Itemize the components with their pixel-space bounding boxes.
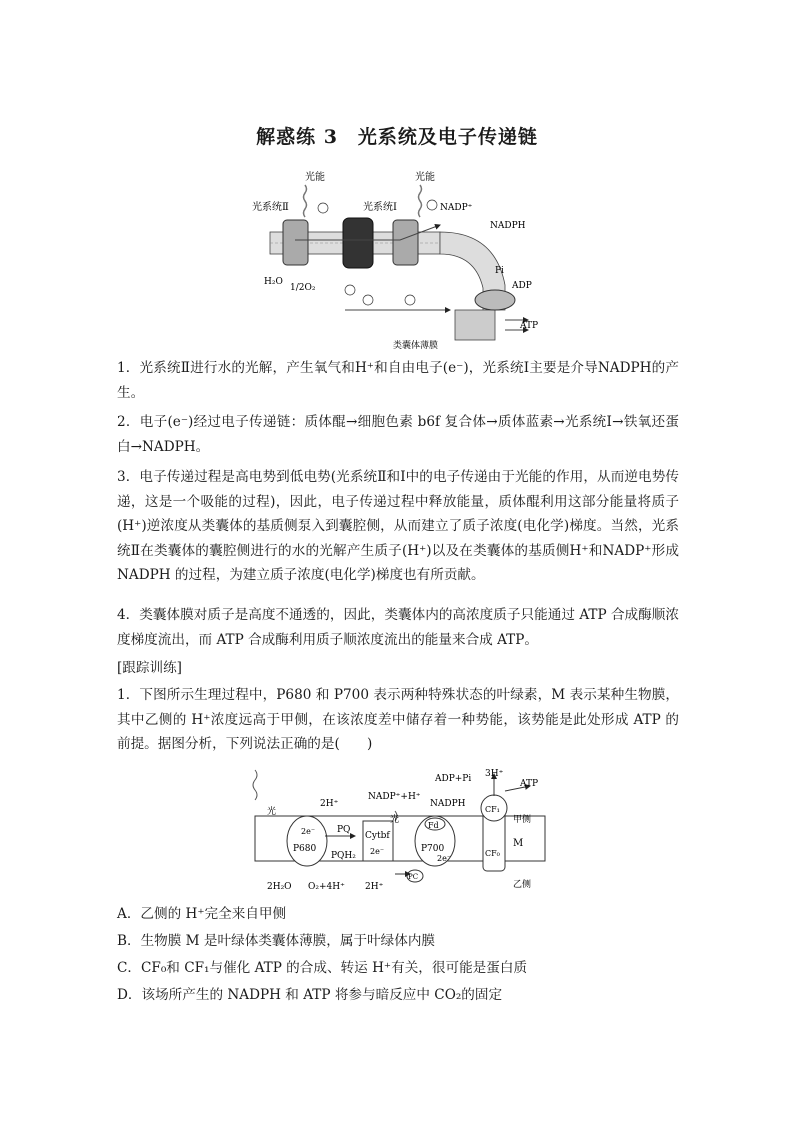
question-stem: 1．下图所示生理过程中，P680 和 P700 表示两种特殊状态的叶绿素，M 表示某种生物膜，其中乙侧的 H⁺浓度远高于甲侧，在该浓度差中储存着一种势能，该势能是此处形成 ATP 的前提。据图分析，下列说法正确的是( ) [117, 687, 679, 752]
cytochrome-complex [343, 218, 373, 268]
p680-label: P680 [293, 844, 317, 854]
membrane-label: 类囊体薄膜 [393, 341, 439, 350]
pq-label: PQ [337, 825, 351, 835]
e2c-label: 2e⁻ [437, 854, 452, 863]
atp-synthase [475, 290, 515, 310]
adp-label: ADP [512, 281, 532, 291]
nadph-label-2: NADPH [430, 799, 466, 809]
ps1-label: 光系统Ⅰ [363, 202, 397, 213]
pqh2-label: PQH₂ [331, 851, 356, 861]
cf1-label: CF₁ [485, 805, 500, 814]
nadph-label: NADPH [490, 221, 526, 231]
p700-label: P700 [421, 844, 445, 854]
light-label-a: 光 [267, 807, 277, 817]
section-label: [跟踪训练] [117, 660, 182, 676]
option-b: B．生物膜 M 是叶绿体类囊体薄膜，属于叶绿体内膜 [117, 933, 436, 949]
option-c: C．CF₀和 CF₁与催化 ATP 的合成、转运 H⁺有关，很可能是蛋白质 [117, 960, 528, 976]
cf0-label: CF₀ [485, 849, 500, 858]
e2b-label: 2e⁻ [370, 847, 385, 856]
oxygen-label-2: O₂+4H⁺ [308, 882, 345, 892]
proton-top-label: 2H⁺ [320, 799, 339, 809]
page-title: 解惑练 3 光系统及电子传递链 [256, 126, 538, 148]
nadp-label: NADP⁺ [440, 203, 473, 213]
explanation-point-2: 2．电子(e⁻)经过电子传递链：质体醌→细胞色素 b6f 复合体→质体蓝素→光系统Ⅰ→铁氧还蛋白→NADPH。 [117, 414, 679, 455]
pi-label: Pi [495, 266, 504, 276]
explanation-point-1: 1．光系统Ⅱ进行水的光解，产生氧气和H⁺和自由电子(e⁻)，光系统Ⅰ主要是介导NADPH的产生。 [117, 360, 679, 401]
light-label-b: 光 [390, 815, 400, 825]
photosystem-2 [283, 220, 308, 265]
pc-label: PC [408, 873, 419, 881]
electron-transport-figure [250, 170, 550, 350]
oxygen-label: 1/2O₂ [290, 283, 316, 293]
option-a: A．乙侧的 H⁺完全来自甲侧 [117, 906, 287, 922]
atp-label-2: ATP [520, 779, 539, 789]
proton-bottom-label: 2H⁺ [365, 882, 384, 892]
explanation-point-4: 4．类囊体膜对质子是高度不通透的，因此，类囊体内的高浓度质子只能通过 ATP 合成酶顺浓度梯度流出，而 ATP 合成酶利用质子顺浓度流出的能量来合成 ATP。 [117, 607, 679, 648]
p680-complex [287, 816, 327, 866]
e2a-label: 2e⁻ [301, 827, 316, 836]
atp-label: ATP [520, 321, 539, 331]
fd-label: Fd [428, 821, 439, 830]
light-label-2: 光能 [415, 172, 435, 183]
water-label-2: 2H₂O [267, 882, 292, 892]
m-label: M [513, 838, 524, 849]
ps2-label: 光系统Ⅱ [252, 202, 289, 213]
explanation-point-3: 3．电子传递过程是高电势到低电势(光系统Ⅱ和Ⅰ中的电子传递由于光能的作用，从而逆电势传递，这是一个吸能的过程)，因此，电子传递过程中释放能量，质体醌利用这部分能量将质子(H⁺)逆浓度从类囊体的基质侧泵入到囊腔侧，从而建立了质子浓度(电化学)梯度。当然，光系统Ⅱ在类囊体的囊腔侧进行的水的光解产生质子(H⁺)以及在类囊体的基质侧H⁺和NADP⁺形成 NADPH 的过程，为建立质子浓度(电化学)梯度也有所贡献。 [117, 469, 679, 583]
jia-side-label: 甲侧 [513, 815, 532, 825]
yi-side-label: 乙侧 [513, 880, 532, 890]
nadp-h-label: NADP⁺+H⁺ [368, 792, 421, 802]
photosystem-1 [393, 220, 418, 265]
light-label-1: 光能 [305, 172, 325, 183]
adp-pi-label: ADP+Pi [435, 774, 472, 784]
membrane-m-figure [245, 766, 555, 896]
h3-label: 3H⁺ [485, 769, 504, 779]
option-d: D．该场所产生的 NADPH 和 ATP 将参与暗反应中 CO₂的固定 [117, 987, 503, 1003]
cytbf-label: Cytbf [365, 831, 390, 841]
water-label: H₂O [264, 277, 283, 287]
